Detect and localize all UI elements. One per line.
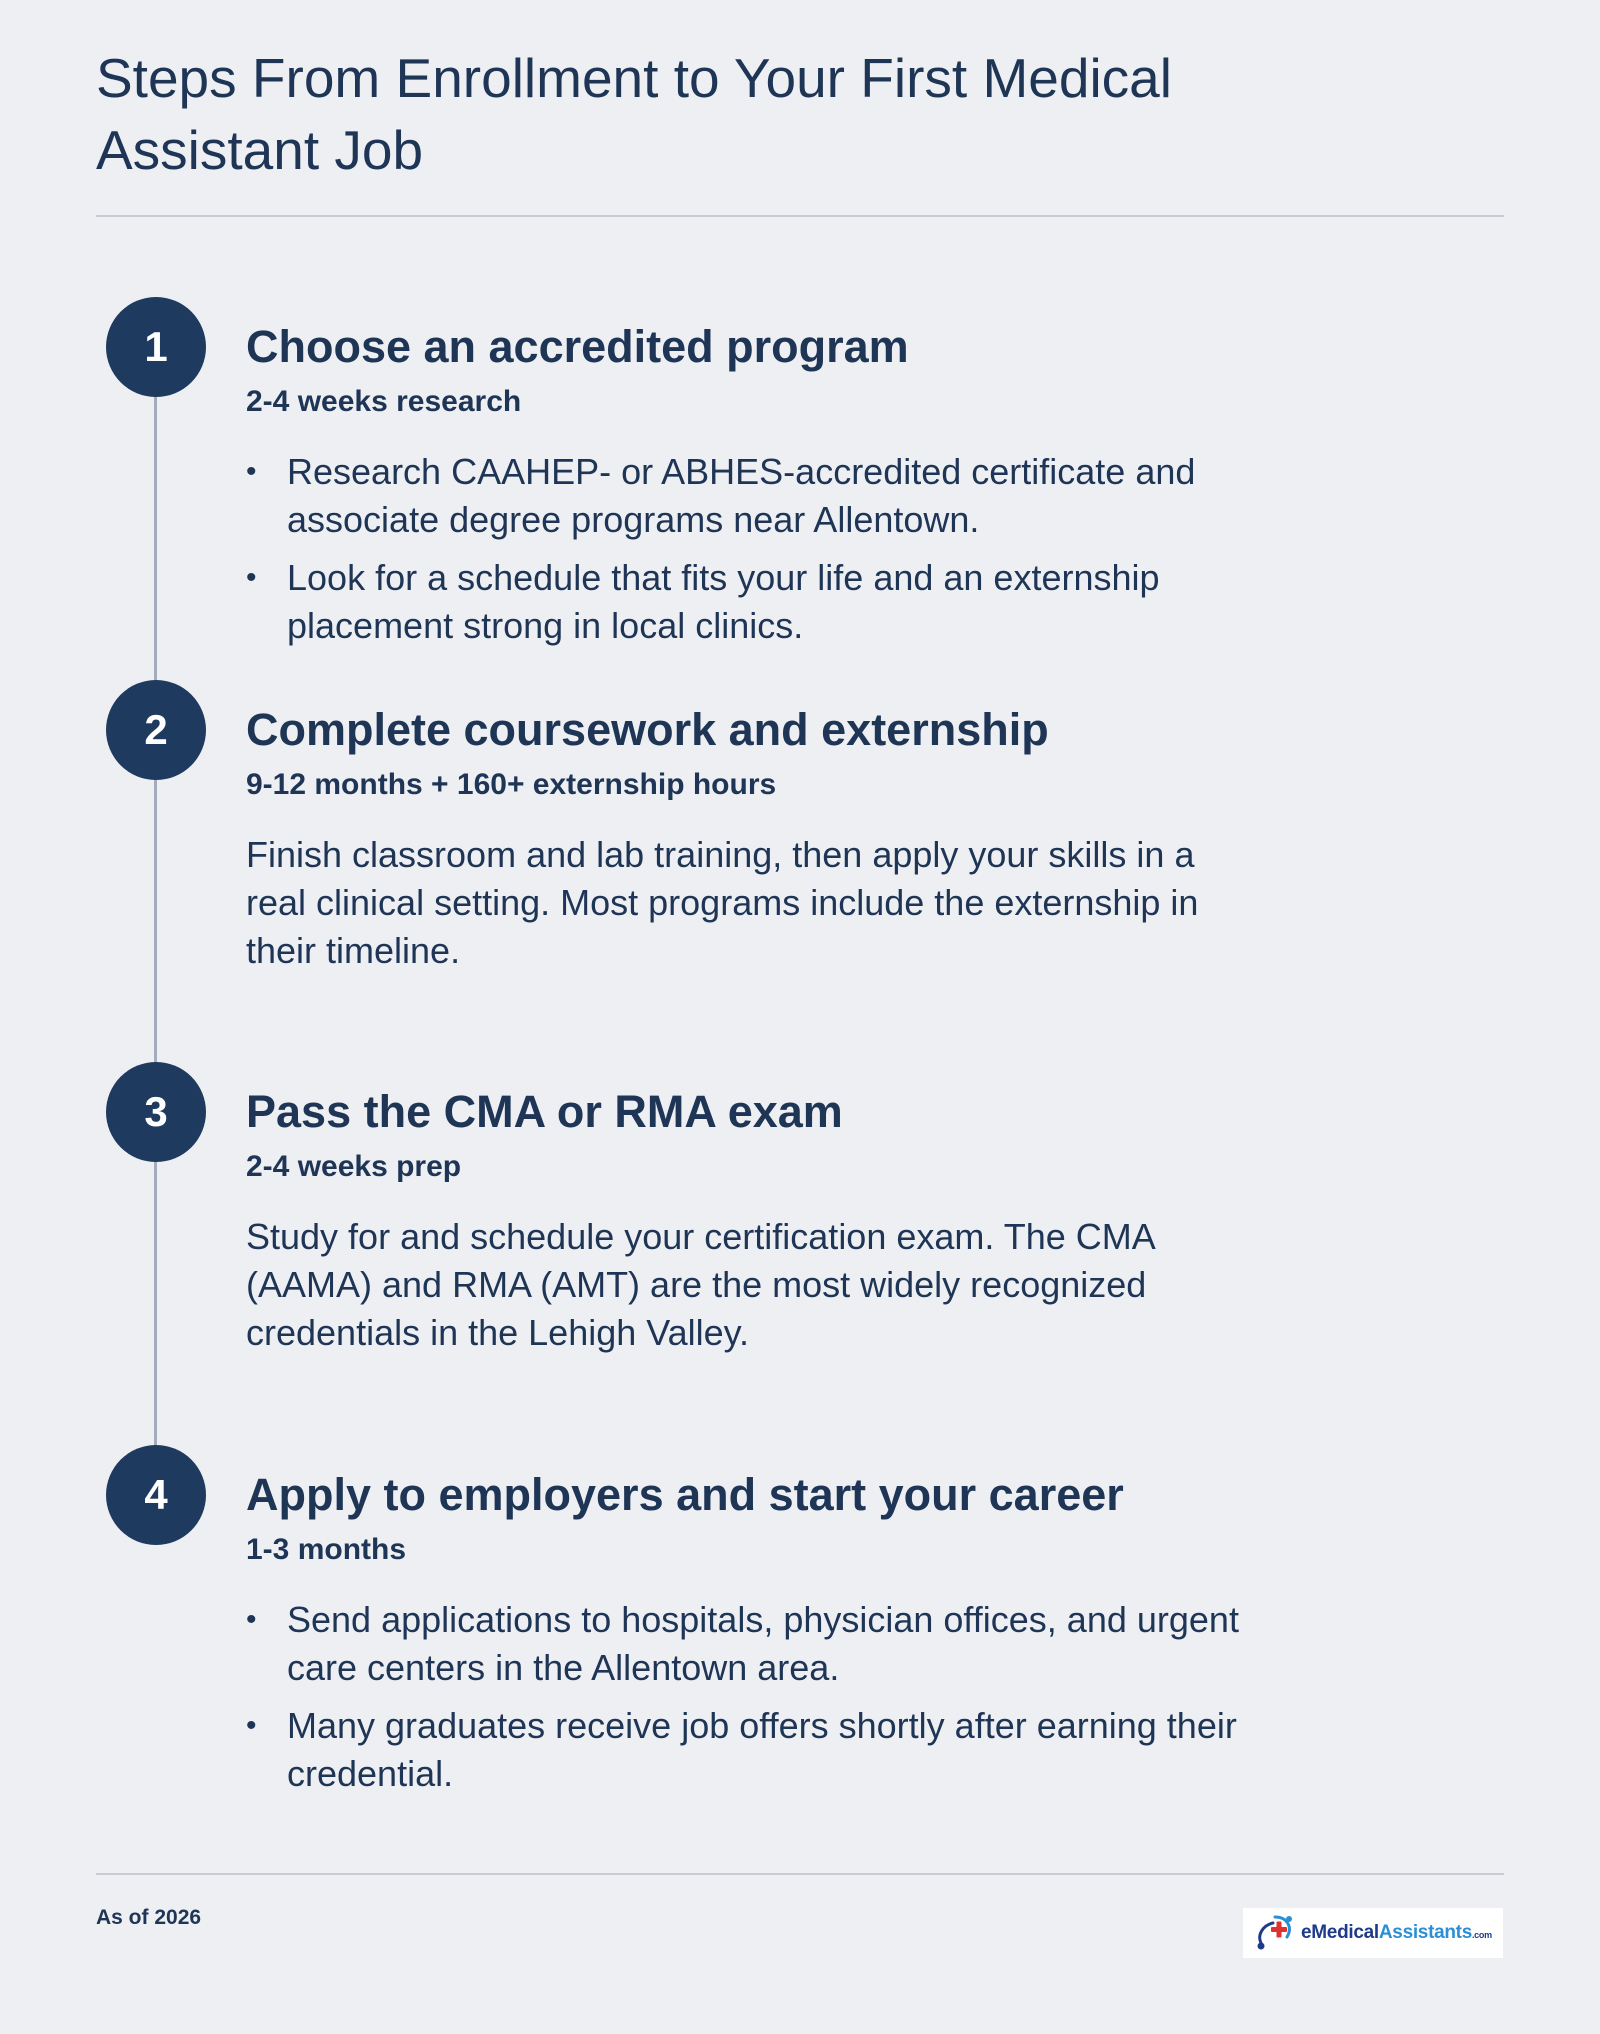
medical-cross-logo-icon (1253, 1913, 1297, 1953)
step-2-title: Complete coursework and externship (246, 704, 1049, 755)
timeline-connector (154, 345, 157, 1505)
step-4-bullet-2: • Many graduates receive job offers shortly after earning their credential. (246, 1702, 1266, 1798)
step-4-bullet-1: • Send applications to hospitals, physician offices, and urgent care centers in the Allentown area. (246, 1596, 1266, 1692)
step-1-bullet-2: • Look for a schedule that fits your life and an externship placement strong in local clinics. (246, 554, 1266, 650)
step-2 (246, 703, 1286, 975)
step-4 (246, 1468, 1286, 1808)
title-divider (96, 215, 1504, 217)
logo-wordmark: eMedicalAssistants.com (1301, 1922, 1492, 1943)
step-4-title: Apply to employers and start your career (246, 1469, 1124, 1520)
step-1-duration: 2-4 weeks research (246, 385, 522, 418)
page-title: Steps From Enrollment to Your First Medical Assistant Job (96, 47, 1172, 181)
step-2-number-badge: 2 (106, 680, 206, 780)
step-1-title: Choose an accredited program (246, 321, 909, 372)
step-3 (246, 1085, 1286, 1357)
step-3-description: Study for and schedule your certification exam. The CMA (AAMA) and RMA (AMT) are the most widely recognized credentials in the Lehigh Valley. (246, 1216, 1154, 1353)
step-4-duration: 1-3 months (246, 1533, 407, 1566)
step-3-number-badge: 3 (106, 1062, 206, 1162)
step-1-number-badge: 1 (106, 297, 206, 397)
step-3-duration: 2-4 weeks prep (246, 1150, 462, 1183)
step-4-number-badge: 4 (106, 1445, 206, 1545)
footer-divider (96, 1873, 1504, 1875)
emedicalassistants-logo (1243, 1908, 1503, 1958)
step-4-bullet-list (246, 1596, 1266, 1798)
as-of-date: As of 2026 (96, 1906, 202, 1929)
step-1 (246, 320, 1286, 660)
step-1-bullet-1: • Research CAAHEP- or ABHES-accredited certificate and associate degree programs near Allentown. (246, 448, 1266, 544)
step-3-title: Pass the CMA or RMA exam (246, 1086, 843, 1137)
step-2-description: Finish classroom and lab training, then apply your skills in a real clinical setting. Most programs include the externship in their timeline. (246, 834, 1199, 971)
step-2-duration: 9-12 months + 160+ externship hours (246, 768, 777, 801)
step-1-bullet-list (246, 448, 1266, 650)
